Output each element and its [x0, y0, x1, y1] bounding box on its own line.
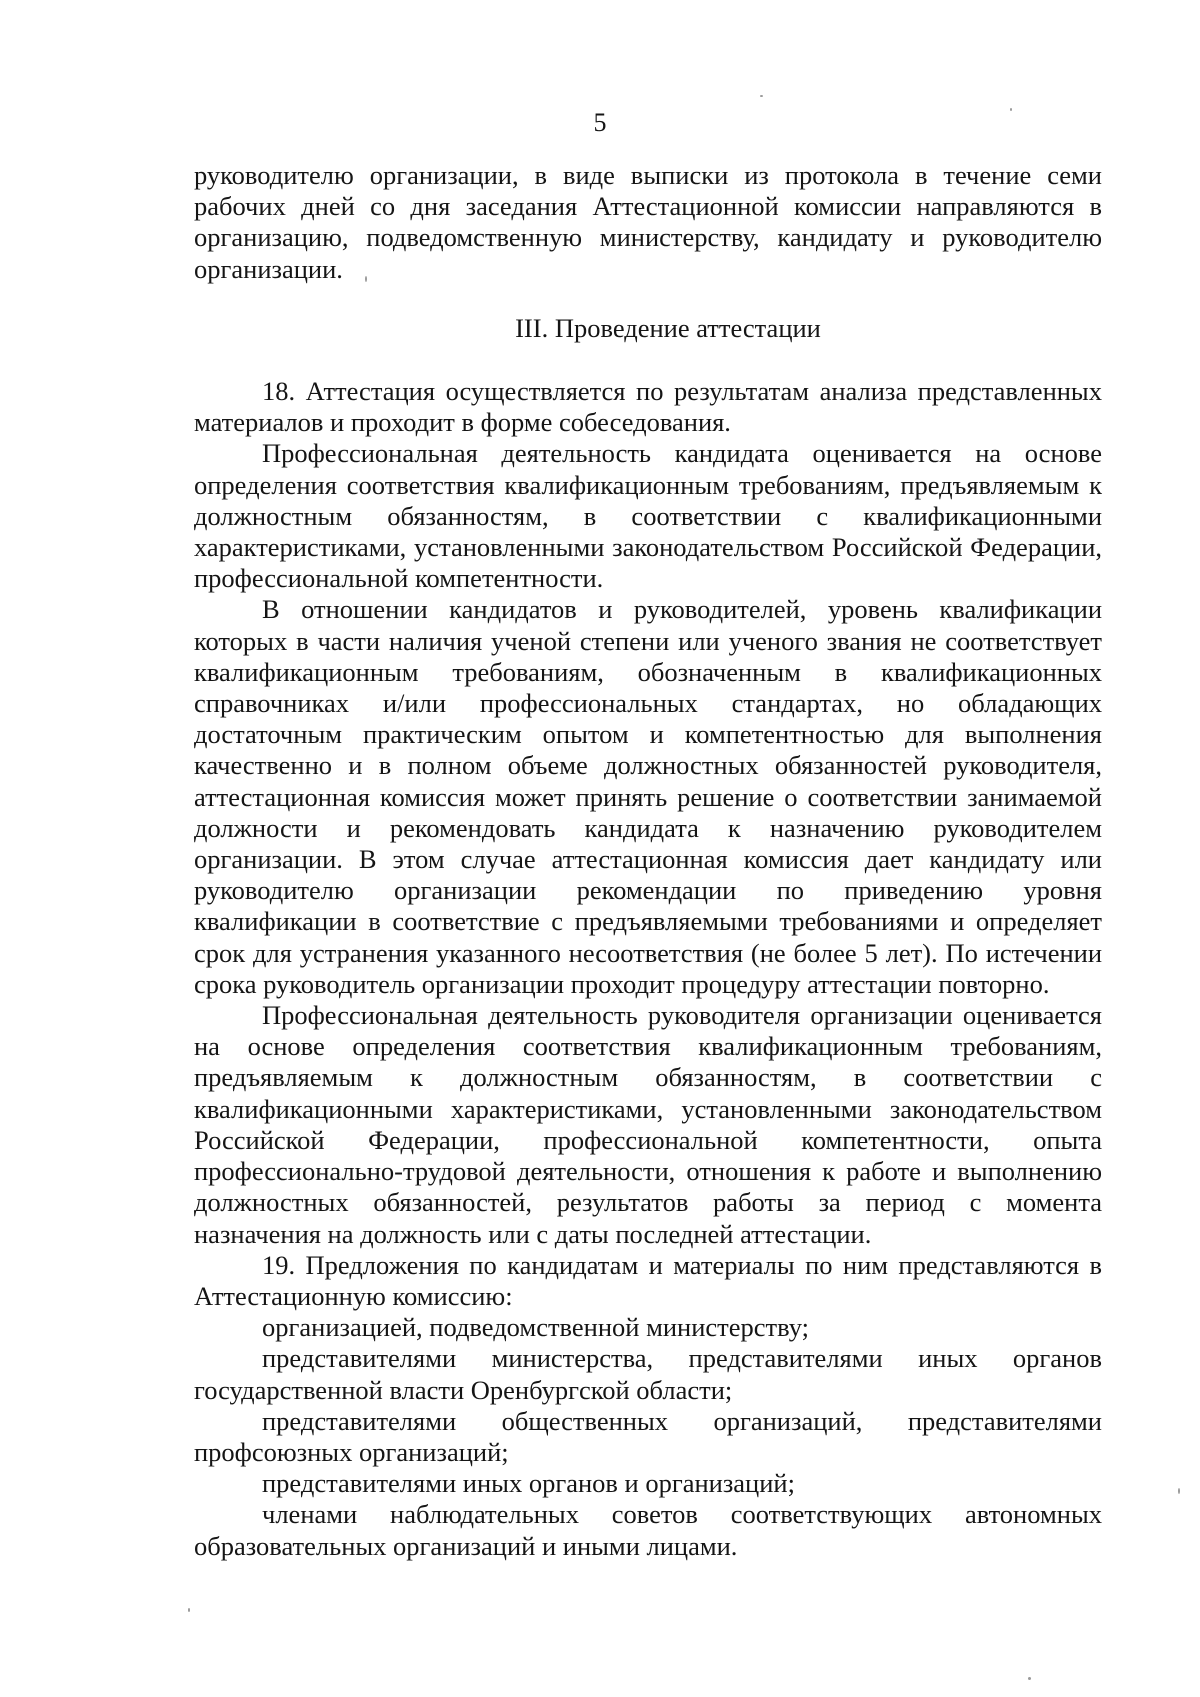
scan-speck [1178, 1488, 1180, 1494]
list-item: представителями иных органов и организаций; [262, 1468, 795, 1499]
paragraph-18-candidate-evaluation: Профессиональная деятельность кандидата оценивается на основе определения соответствия квалификационным требованиям, предъявляемым к должностным обязанностям, в соответствии с квалификационными характеристиками, установленными законодательством Российской Федерации, профессиональной компетентности. [194, 438, 1102, 594]
scan-speck [365, 276, 367, 282]
list-item: организацией, подведомственной министерству; [262, 1312, 809, 1343]
paragraph-18-qualification-exception: В отношении кандидатов и руководителей, уровень квалификации которых в части наличия ученой степени или ученого звания не соответствует квалификационным требованиям, обозначенным в квалификационных справочниках и/или профессиональных стандартах, но обладающих достаточным практическим опытом и компетентностью для выполнения качественно и в полном объеме должностных обязанностей руководителя, аттестационная комиссия может принять решение о соответствии занимаемой должности и рекомендовать кандидата к назначению руководителем организации. В этом случае аттестационная комиссия дает кандидату или руководителю организации рекомендации по приведению уровня квалификации в соответствие с предъявляемыми требованиями и определяет срок для устранения указанного несоответствия (не более 5 лет). По истечении срока руководитель организации проходит процедуру аттестации повторно. [194, 594, 1102, 999]
list-item: членами наблюдательных советов соответствующих автономных образовательных организаций и иными лицами. [194, 1499, 1102, 1561]
scan-speck [760, 95, 763, 97]
scan-speck [1028, 1677, 1031, 1680]
section-heading: III. Проведение аттестации [515, 312, 821, 343]
list-item: представителями общественных организаций, представителями профсоюзных организаций; [194, 1405, 1102, 1467]
scan-speck [188, 1608, 190, 1612]
paragraph-18: 18. Аттестация осуществляется по результатам анализа представленных материалов и проходит в форме собеседования. [194, 376, 1102, 438]
scan-speck [1010, 108, 1012, 111]
document-body [194, 160, 1102, 1562]
paragraph-19: 19. Предложения по кандидатам и материалы по ним представляются в Аттестационную комиссию: [194, 1249, 1102, 1311]
paragraph-18-head-evaluation: Профессиональная деятельность руководителя организации оценивается на основе определения соответствия квалификационным требованиям, предъявляемым к должностным обязанностям, в соответствии с квалификационными характеристиками, установленными законодательством Российской Федерации, профессиональной компетентности, опыта профессионально-трудовой деятельности, отношения к работе и выполнению должностных обязанностей, результатов работы за период с момента назначения на должность или с даты последней аттестации. [194, 1000, 1102, 1249]
page-number: 5 [593, 108, 607, 137]
list-item: представителями министерства, представителями иных органов государственной власти Оренбургской области; [194, 1343, 1102, 1405]
paragraph-continuation: руководителю организации, в виде выписки из протокола в течение семи рабочих дней со дня заседания Аттестационной комиссии направляются в организацию, подведомственную министерству, кандидату и руководителю организации. [194, 160, 1102, 284]
